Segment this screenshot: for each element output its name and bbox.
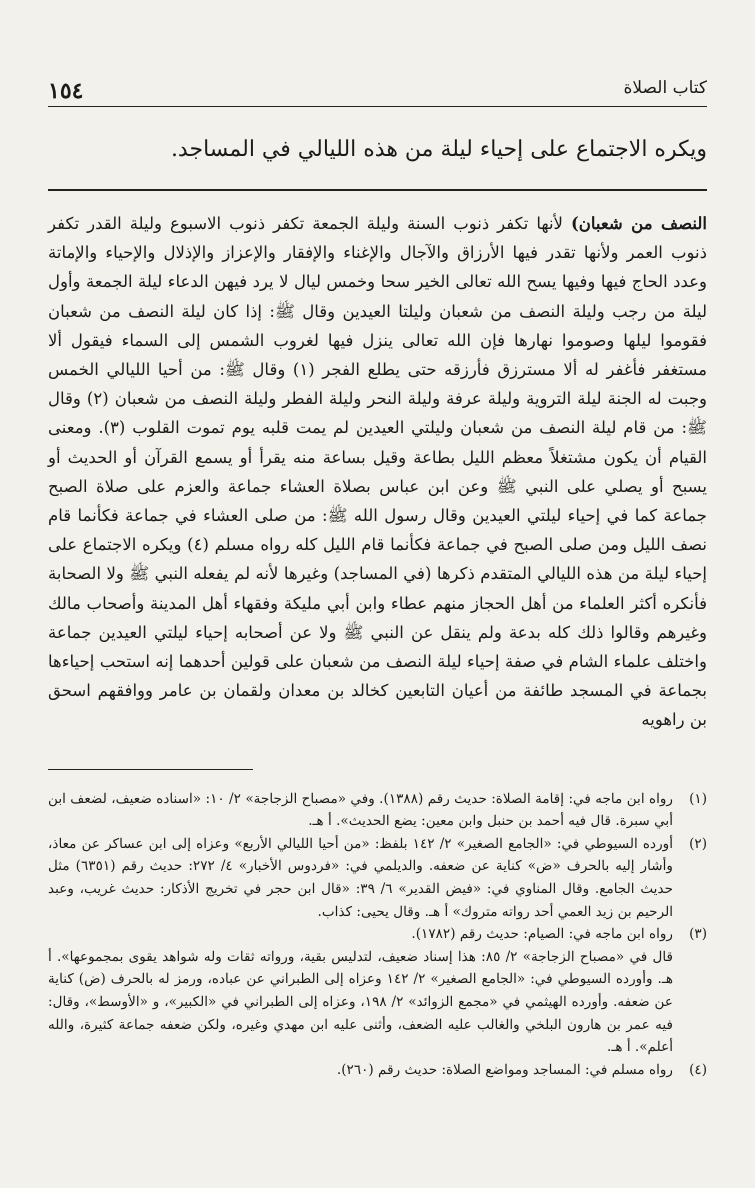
footnote-number: (٢) (689, 835, 707, 852)
lead-phrase: النصف من شعبان) (570, 214, 707, 233)
footnote-text: رواه مسلم في: المساجد ومواضع الصلاة: حديث رقم (٢٦٠). (336, 1061, 673, 1078)
footnote-text: أورده السيوطي في: «الجامع الصغير» ٢/ ١٤٢ بلفظ: «من أحيا الليالي الأربع» وعزاه إلى ابن عساكر عن معاذ، وأشار إليه بالحرف «ض» كناية عن ضعفه. والديلمي في: «فردوس الأخبار» ٤/ ٢٧٢: حديث رقم (٦٣٥١) مثل حديث الجامع. وقال المناوي في: «فيض القدير» ٦/ ٣٩: «قال ابن حجر في تخريج الأذكار: حديث غريب، وعبد الرحيم بن زيد العمي أحد رواته متروك» أ هـ. وقال يحيى: كذاب. (48, 835, 674, 920)
footnote-number: (٤) (689, 1061, 707, 1078)
footnote-text: رواه ابن ماجه في: الصيام: حديث رقم (١٧٨٢). (411, 926, 673, 943)
footnote (48, 1059, 707, 1082)
page-header (48, 72, 707, 107)
footnote-divider (48, 769, 253, 770)
footnotes (48, 788, 707, 1082)
commentary-paragraph (48, 209, 707, 735)
footnote (48, 833, 707, 923)
footnote-text: قال في «مصباح الزجاجة» ٢/ ٨٥: هذا إسناد ضعيف، لتدليس بقية، ورواته ثقات وله شواهد يقوى بمجموعها». أ هـ. وأورده السيوطي في: «الجامع الصغير» ٢/ ١٤٢ وعزاه إلى الطبراني عن عباده، ورمز له بالحرف (ض) كناية عن ضعفه. وأورده الهيثمي في «مجمع الزوائد» ٢/ ١٩٨، وعزاه إلى الطبراني في «الكبير»، و «الأوسط»، وقال: فيه عمر بن هارون البلخي والغالب عليه الضعف، وأثنى عليه ابن مهدي وغيره، ولكن ضعفه جماعة كثيرة، والله أعلم». أ هـ. (48, 948, 674, 1056)
footnote (48, 788, 707, 833)
intro-line: ويكره الاجتماع على إحياء ليلة من هذه الليالي في المساجد. (170, 137, 707, 162)
footnote-number: (٣) (689, 926, 707, 943)
footnote (48, 923, 707, 1059)
footnote-text: رواه ابن ماجه في: إقامة الصلاة: حديث رقم (١٣٨٨). وفي «مصباح الزجاجة» ٢/ ١٠: «اسناده ضعيف، لضعف ابن أبي سبرة. قال فيه أحمد بن حنبل وابن معين: يضع الحديث». أ هـ. (48, 790, 673, 830)
running-title: كتاب الصلاة (623, 78, 707, 98)
main-text (48, 209, 707, 735)
page-number: ١٥٤ (48, 78, 84, 104)
commentary-body: لأنها تكفر ذنوب السنة وليلة الجمعة تكفر ذنوب الاسبوع وليلة القدر تكفر ذنوب العمر ولأنها تقدر فيها الأرزاق والآجال والإغناء والإفقار والإعزاز والإذلال والإحياء والإماتة وعدد الحاج فيها وفيها يسح الله تعالى الخير سحا وخمس ليال لا يرد فيهن الدعاء ليلة الجمعة وأول ليلة من رجب وليلة النصف من شعبان وليلتا العيدين وقال ﷺ: إذا كان ليلة النصف من شعبان فقوموا ليلها وصوموا نهارها فإن الله تعالى ينزل فيها لغروب الشمس إلى السماء فيقول ألا مستغفر فأغفر له ألا مسترزق فأرزقه حتى يطلع الفجر (١) وقال ﷺ: من أحيا الليالي الخمس وجبت له الجنة ليلة التروية وليلة عرفة وليلة النحر وليلة الفطر وليلة النصف من شعبان (٢) وقال ﷺ: من قام ليلة النصف من شعبان وليلتي العيدين لم يمت قلبه يوم تموت القلوب (٣). ومعنى القيام أن يكون مشتغلاً معظم الليل بطاعة وقيل بساعة منه يقرأ أو يسمع القرآن أو الحديث أو يسبح أو يصلي على النبي ﷺ وعن ابن عباس بصلاة العشاء جماعة والعزم على صلاة الصبح جماعة كما في إحياء ليلتي العيدين وقال رسول الله ﷺ: من صلى العشاء في جماعة فكأنما قام نصف الليل ومن صلى الصبح في جماعة فكأنما قام الليل كله رواه مسلم (٤) ويكره الاجتماع على إحياء ليلة من هذه الليالي المتقدم ذكرها (في المساجد) وغيرها لأنه لم يفعله النبي ﷺ ولا الصحابة فأنكره أكثر العلماء من أهل الحجاز منهم عطاء وابن أبي مليكة وفقهاء أهل المدينة وأصحاب مالك وغيرهم وقالوا ذلك كله بدعة ولم ينقل عن النبي ﷺ ولا عن أصحابه إحياء ليلتي العيدين جماعة واختلف علماء الشام في صفة إحياء ليلة النصف من شعبان على قولين أحدهما إنه استحب إحياءها بجماعة في المسجد طائفة من أعيان التابعين كخالد بن معدان ولقمان بن عامر ووافقهم اسحق بن راهويه (48, 214, 707, 730)
footnote-number: (١) (689, 790, 707, 807)
top-divider (48, 189, 707, 191)
